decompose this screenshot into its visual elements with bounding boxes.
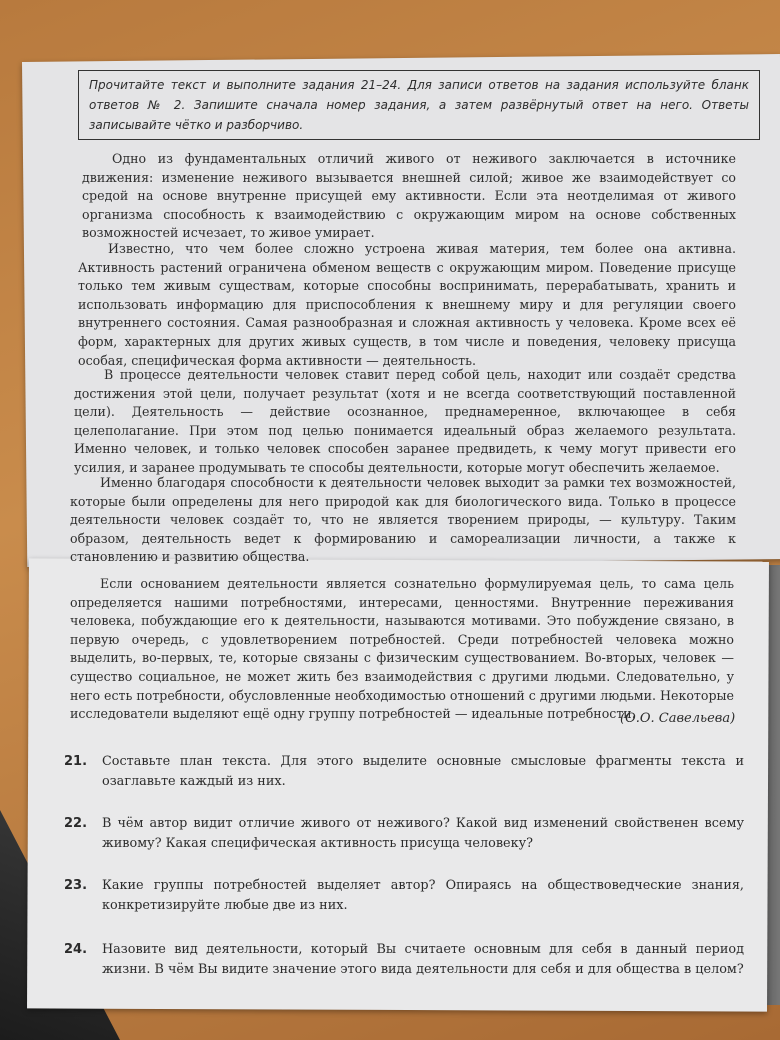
task-21 [64, 752, 744, 792]
paragraph-1: Одно из фундаментальных отличий живого от неживого заключается в источнике движения: изменение неживого вызывается внешней силой; живое же взаимодействует со средой на основе внутренне присущей ему активности. Если эта неотделимая от живого организма способность к взаимодействию с окружающим миром на основе собственных возможностей исчезает, то живое умирает. [82, 151, 736, 241]
task-23 [64, 876, 744, 916]
author-attribution: (О.О. Савельева) [620, 711, 736, 726]
paragraph-3: В процессе деятельности человек ставит перед собой цель, находит или создаёт средства достижения этой цели, получает результат (хотя и не всегда соответствующий поставленной цели). Деятельность — действие осознанное, преднамеренное, включающее в себя целеполагание. При этом под целью понимается идеальный образ желаемого результата. Именно человек, и только человек способен заранее предвидеть, к чему могут привести его усилия, и заранее продумывать те способы деятельности, которые могут обеспечить желаемое. [74, 367, 736, 475]
task-number: 23. [64, 878, 88, 893]
paragraph-2: Известно, что чем более сложно устроена живая материя, тем более она активна. Активность растений ограничена обменом веществ с окружающим миром. Поведение присуще только тем живым существам, которые способны воспринимать, перерабатывать, хранить и использовать информацию для приспособления к внешнему миру и для регуляции своего внутреннего состояния. Самая разнообразная и сложная активность у человека. Кроме всех её форм, характерных для других живых существ, в том числе и поведения, человеку присуща особая, специфическая форма активности — деятельность. [78, 241, 736, 368]
paragraph-5: Если основанием деятельности является сознательно формулируемая цель, то сама цель определяется нашими потребностями, интересами, ценностями. Внутренние переживания человека, побуждающие его к деятельности, называются мотивами. Это побуждение связано, в первую очередь, с удовлетворением потребностей. Среди потребностей человека можно выделить, во-первых, те, которые связаны с физическим существованием. Во-вторых, человек — существо социальное, не может жить без взаимодействия с другими людьми. Следовательно, у него есть потребности, обусловленные необходимостью отношений с другими людьми. Некоторые исследователи выделяют ещё одну группу потребностей — идеальные потребности. [70, 576, 734, 722]
task-text: В чём автор видит отличие живого от неживого? Какой вид изменений свойственен всему живому? Какая специфическая активность присуща человеку? [102, 816, 744, 851]
instruction-box: Прочитайте текст и выполните задания 21–24. Для записи ответов на задания используйте бланк ответов № 2. Запишите сначала номер задания, а затем развёрнутый ответ на него. Ответы записывайте чётко и разборчиво. [78, 70, 760, 140]
task-text: Составьте план текста. Для этого выделите основные смысловые фрагменты текста и озаглавьте каждый из них. [102, 754, 744, 789]
task-number: 21. [64, 754, 88, 769]
task-text: Назовите вид деятельности, который Вы считаете основным для себя в данный период жизни. В чём Вы видите значение этого вида деятельности для себя и для общества в целом? [102, 942, 744, 977]
task-22 [64, 814, 744, 854]
task-number: 22. [64, 816, 88, 831]
task-24 [64, 940, 744, 980]
task-text: Какие группы потребностей выделяет автор? Опираясь на обществоведческие знания, конкретизируйте любые две из них. [102, 878, 744, 913]
task-number: 24. [64, 942, 88, 957]
paragraph-4: Именно благодаря способности к деятельности человек выходит за рамки тех возможностей, которые были определены для него природой как для биологического вида. Только в процессе деятельности человек создаёт то, что не является творением природы, — культуру. Таким образом, деятельность ведет к формированию и самореализации личности, а также к становлению и развитию общества. [70, 475, 736, 565]
